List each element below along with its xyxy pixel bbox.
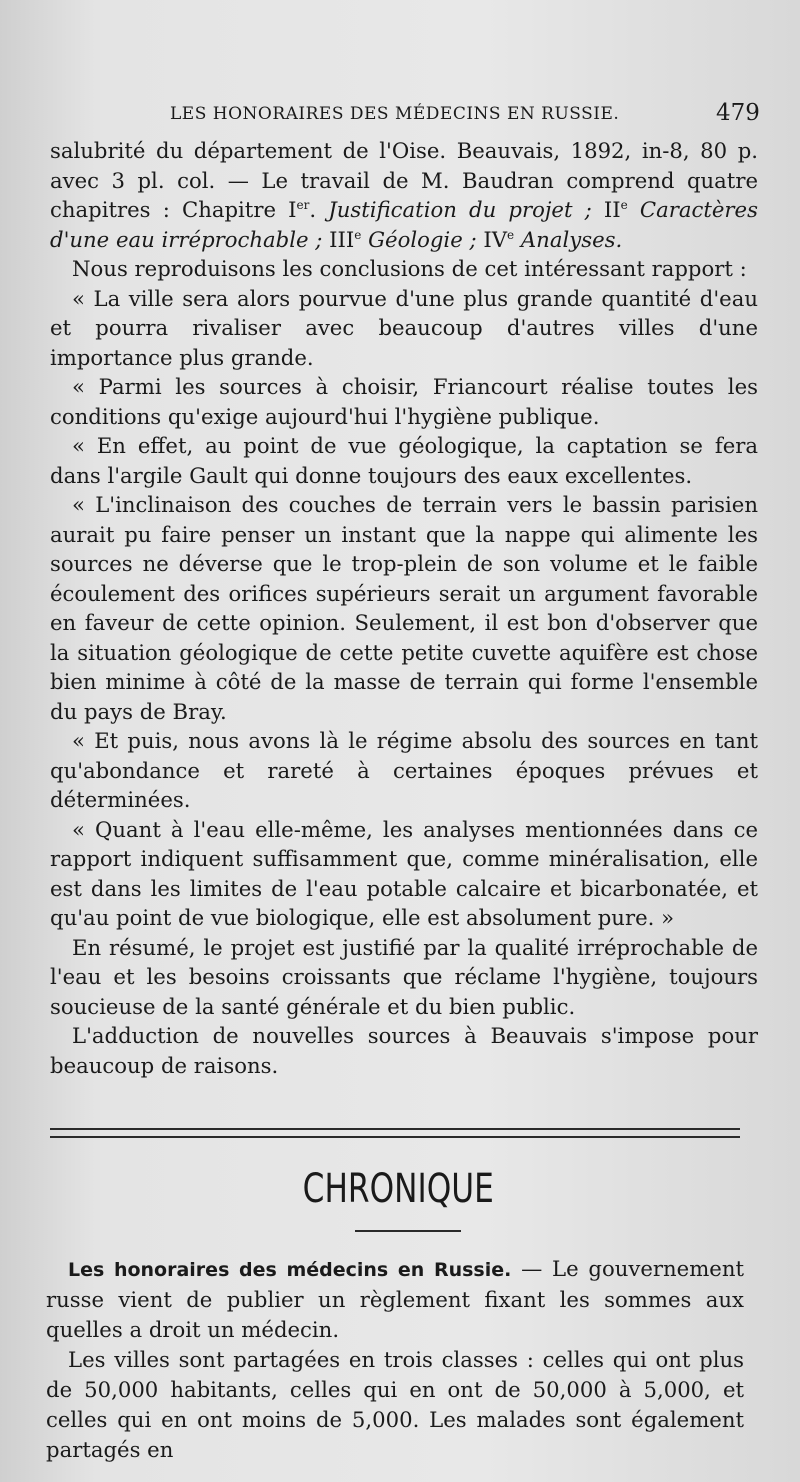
section-text [46, 1254, 744, 1465]
page-header [0, 100, 800, 130]
paragraph-1: salubrité du département de l'Oise. Beauvais, 1892, in-8, 80 p. avec 3 pl. col. — Le travail de M. Baudran comprend quatre chapitres : Chapitre Ier. Justification du projet ; IIe Caractères d'une eau irréprochable ; IIIe Géologie ; IVe Analyses. [50, 138, 758, 252]
double-rule-divider [50, 1128, 740, 1138]
paragraph-10: L'adduction de nouvelles sources à Beauvais s'impose pour beaucoup de raisons. [50, 1023, 758, 1078]
body-text [50, 136, 758, 1080]
section-lead-heading: Les honoraires des médecins en Russie. [68, 1259, 512, 1281]
page-number: 479 [716, 100, 760, 126]
paragraph-6: « L'inclinaison des couches de terrain vers le bassin parisien aurait pu faire penser un instant que la nappe qui alimente les sources ne déverse que le trop-plein de son volume et le faible écoulement des orifices supérieurs serait un argument favorable en faveur de cette opinion. Seulement, il est bon d'observer que la situation géologique de cette petite cuvette aquifère est chose bien minime à côté de la masse de terrain qui forme l'ensemble du pays de Bray. [50, 492, 758, 724]
title-underline [355, 1230, 461, 1232]
paragraph-4: « Parmi les sources à choisir, Friancourt réalise toutes les conditions qu'exige aujourd'hui l'hygiène publique. [50, 374, 758, 429]
section-paragraph-1: Les honoraires des médecins en Russie. — Le gouvernement russe vient de publier un règlement fixant les sommes aux quelles a droit un médecin. [46, 1256, 745, 1342]
running-title: LES HONORAIRES DES MÉDECINS EN RUSSIE. [170, 104, 620, 124]
paragraph-9: En résumé, le projet est justifié par la qualité irréprochable de l'eau et les besoins croissants que réclame l'hygiène, toujours soucieuse de la santé générale et du bien public. [50, 934, 758, 1019]
section-title: CHRONIQUE [302, 1166, 494, 1212]
section-paragraph-2: Les villes sont partagées en trois classes : celles qui ont plus de 50,000 habitants, celles qui en ont de 50,000 à 5,000, et celles qui en ont moins de 5,000. Les malades sont également partagés en [46, 1347, 744, 1462]
paragraph-3: « La ville sera alors pourvue d'une plus grande quantité d'eau et pourra rivaliser avec beaucoup d'autres villes d'une importance plus grande. [50, 285, 758, 370]
paragraph-2: Nous reproduisons les conclusions de cet intéressant rapport : [72, 256, 747, 281]
paragraph-7: « Et puis, nous avons là le régime absolu des sources en tant qu'abondance et rareté à certaines époques prévues et déterminées. [50, 728, 758, 812]
paragraph-5: « En effet, au point de vue géologique, la captation se fera dans l'argile Gault qui donne toujours des eaux excellentes. [50, 433, 758, 488]
paragraph-8: « Quant à l'eau elle-même, les analyses mentionnées dans ce rapport indiquent suffisamment que, comme minéralisation, elle est dans les limites de l'eau potable calcaire et bicarbonatée, et qu'au point de vue biologique, elle est absolument pure. » [50, 816, 758, 930]
